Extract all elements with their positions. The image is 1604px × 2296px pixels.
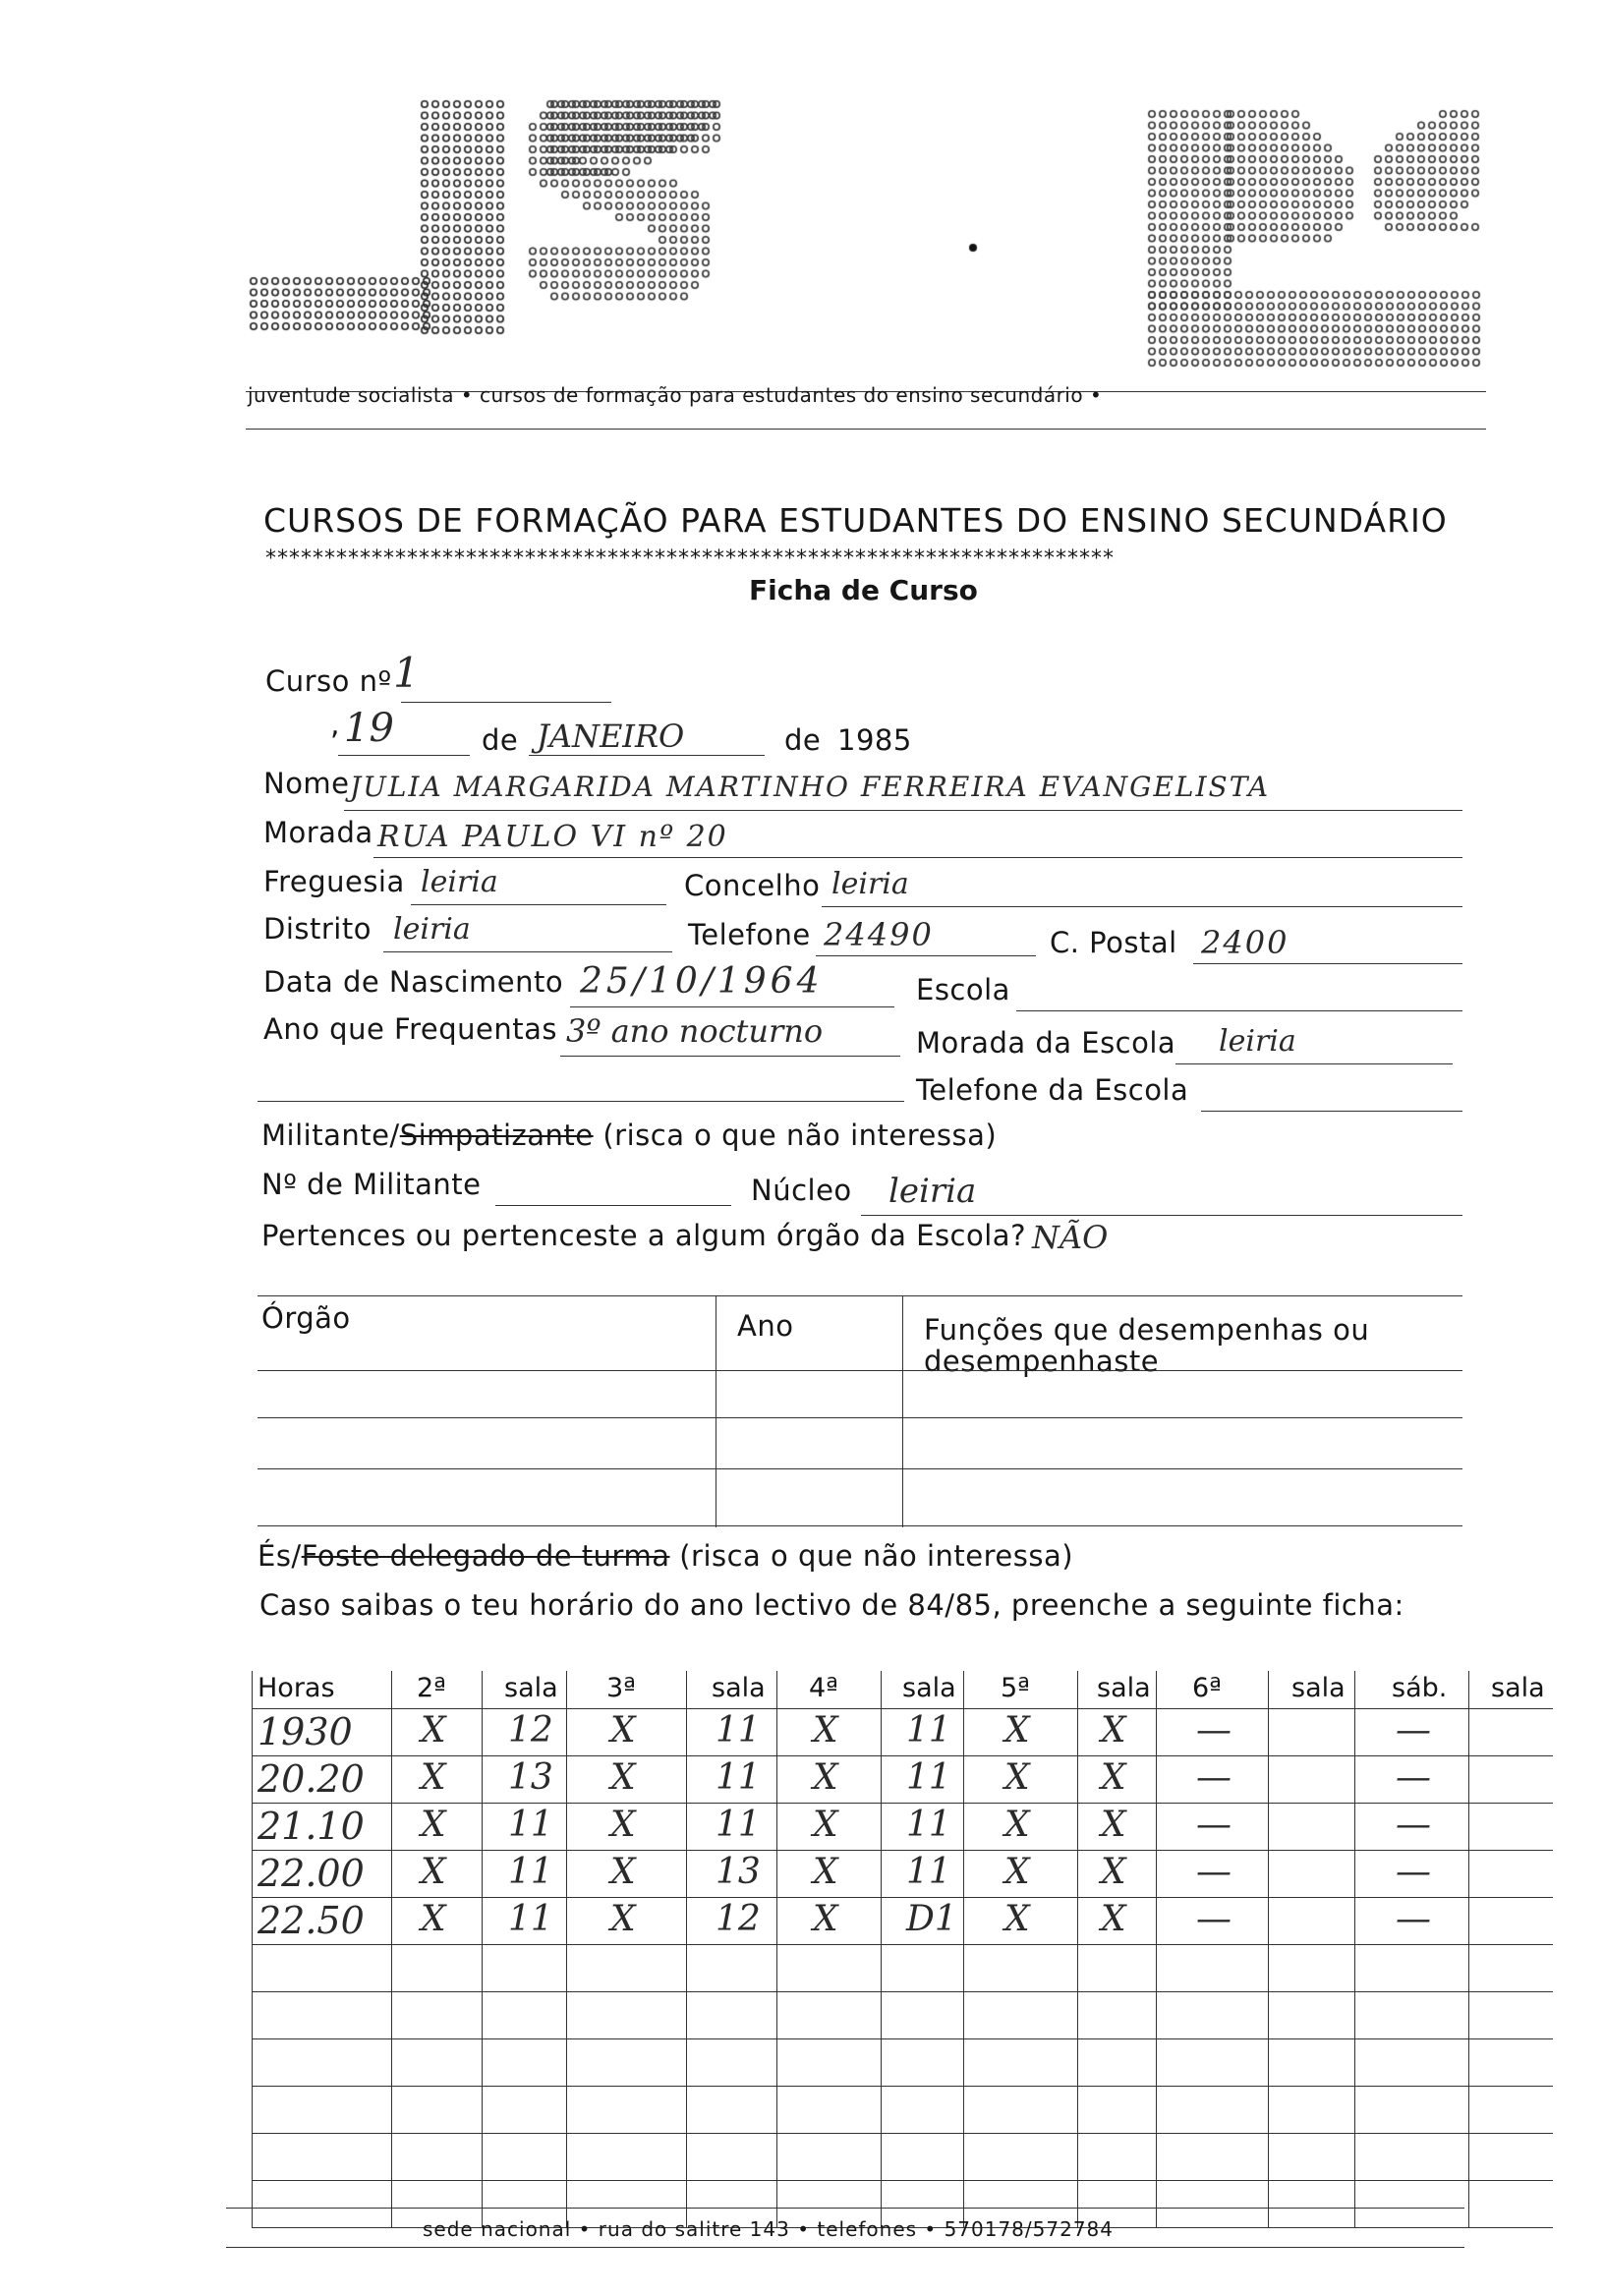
date-year: 1985 [837,723,912,757]
militante-row [261,1119,997,1152]
orgao-col-divider-2 [902,1295,903,1527]
schedule-cell: X [1004,1710,1030,1751]
schedule-col-rule [1354,1671,1355,2227]
nucleo-label: Núcleo [751,1174,852,1207]
schedule-col-rule [776,1671,777,2227]
schedule-cell: X [813,1852,838,1892]
morada-escola-line [1175,1063,1453,1064]
schedule-cell: X [610,1805,636,1845]
morada-escola-label: Morada da Escola [916,1026,1176,1060]
schedule-cell: 11 [508,1805,553,1845]
schedule-cell: X [610,1899,636,1939]
orgao-row-line-4 [258,1525,1462,1526]
pertences-value: NÃO [1032,1219,1109,1256]
logo-bottom-rule [246,429,1486,430]
schedule-col-rule [1268,1671,1269,2227]
schedule-cell: X [610,1852,636,1892]
distrito-value: leiria [393,912,471,947]
concelho-line [822,906,1462,907]
schedule-cell: X [1101,1852,1126,1892]
risca-note-2: (risca o que não interessa) [679,1539,1074,1573]
schedule-cell: — [1396,1805,1431,1845]
freguesia-line [411,904,666,905]
schedule-cell: 11 [906,1805,951,1845]
schedule-cell: X [421,1899,446,1939]
schedule-cell: X [421,1710,446,1751]
funcoes-header-2: desempenhaste [924,1345,1160,1378]
schedule-cell: X [1101,1710,1126,1751]
date-month: JANEIRO [537,718,685,755]
orgao-row-line-1 [258,1370,1462,1371]
schedule-col-rule [881,1671,882,2227]
schedule-row-rule [252,1944,1553,1945]
schedule-row-rule [252,2133,1553,2134]
schedule-cell: 11 [508,1899,553,1939]
telefone-line [816,955,1036,956]
subtitle: Ficha de Curso [749,574,978,606]
orgao-header: Órgão [261,1301,351,1335]
schedule-cell: 12 [716,1899,761,1939]
schedule-cell: — [1396,1899,1431,1939]
schedule-row-rule [252,1803,1553,1804]
schedule-cell: — [1196,1757,1232,1798]
morada-line [373,857,1462,858]
schedule-col-rule [566,1671,567,2227]
schedule-header-rule [252,1708,1553,1709]
date-comma: , [330,708,340,742]
ano-line [560,1056,900,1057]
schedule-cell: X [421,1757,446,1798]
schedule-cell: 11 [906,1710,951,1751]
schedule-col-rule [963,1671,964,2227]
curso-line [401,702,611,703]
schedule-header-0: Horas [258,1673,335,1703]
schedule-cell: 11 [508,1852,553,1892]
schedule-cell: — [1396,1757,1431,1798]
funcoes-header-1: Funções que desempenhas ou [924,1313,1370,1347]
schedule-cell: X [1101,1899,1126,1939]
nascimento-label: Data de Nascimento [263,965,564,999]
date-de1: de [482,723,519,757]
risca-note-1: (risca o que não interessa) [602,1119,998,1152]
schedule-cell: 21.10 [258,1805,365,1848]
schedule-cell: 11 [716,1710,761,1751]
schedule-cell: X [1101,1757,1126,1798]
schedule-header-6: sala [902,1673,956,1703]
schedule-cell: X [813,1899,838,1939]
schedule-row-rule [252,1850,1553,1851]
star-rule: ************************************************************************ [265,546,1115,571]
morada-value: RUA PAULO VI nº 20 [377,820,728,854]
distrito-line [383,951,672,952]
orgao-table-top [258,1295,1462,1296]
telefone-escola-label: Telefone da Escola [916,1073,1189,1107]
schedule-cell: 12 [508,1710,553,1751]
date-month-line [529,755,765,756]
schedule-col-rule [1156,1671,1157,2227]
schedule-row-rule [252,2038,1553,2039]
schedule-cell: 11 [716,1757,761,1798]
schedule-col-rule [252,1671,253,2227]
schedule-cell: X [813,1710,838,1751]
js-logo [0,0,1604,393]
schedule-header-3: 3ª [606,1673,636,1703]
date-de2: de [784,723,822,757]
orgao-row-line-3 [258,1468,1462,1469]
schedule-cell: X [610,1757,636,1798]
concelho-label: Concelho [684,869,821,902]
escola-label: Escola [916,973,1010,1006]
morada-label: Morada [263,816,373,849]
postal-value: 2400 [1201,924,1289,961]
nascimento-line [570,1006,894,1007]
schedule-header-1: 2ª [417,1673,446,1703]
caso-text: Caso saibas o teu horário do ano lectivo de 84/85, preenche a seguinte ficha: [259,1588,1404,1622]
telefone-label: Telefone [688,918,811,951]
schedule-header-4: sala [712,1673,766,1703]
schedule-cell: 1930 [258,1710,353,1753]
schedule-cell: X [1004,1852,1030,1892]
orgao-row-line-2 [258,1417,1462,1418]
schedule-cell: X [610,1710,636,1751]
nascimento-value: 25/10/1964 [580,961,824,1002]
schedule-row-rule [252,2180,1553,2181]
schedule-row-rule [252,1755,1553,1756]
page-title: CURSOS DE FORMAÇÃO PARA ESTUDANTES DO ENSINO SECUNDÁRIO [263,501,1448,540]
schedule-row-rule [252,2086,1553,2087]
schedule-cell: X [813,1805,838,1845]
schedule-cell: 13 [508,1757,553,1798]
militante-label: Militante/ [261,1119,400,1152]
morada-escola-value: leiria [1219,1024,1296,1059]
schedule-cell: X [1101,1805,1126,1845]
schedule-cell: — [1396,1852,1431,1892]
schedule-cell: — [1196,1852,1232,1892]
schedule-header-12: sala [1491,1673,1545,1703]
schedule-cell: X [1004,1805,1030,1845]
postal-line [1193,963,1462,964]
freguesia-label: Freguesia [263,865,405,898]
schedule-cell: X [1004,1757,1030,1798]
footer-bottom-rule [226,2247,1464,2248]
schedule-row-rule [252,1897,1553,1898]
pertences-label: Pertences ou pertenceste a algum órgão da Escola? [261,1219,1026,1252]
nucleo-value: leiria [888,1172,977,1211]
nome-line [344,810,1462,811]
postal-label: C. Postal [1050,926,1177,959]
schedule-col-rule [1077,1671,1078,2227]
schedule-cell: X [421,1852,446,1892]
freguesia-value: leiria [421,865,498,899]
schedule-cell: X [1004,1899,1030,1939]
schedule-header-9: 6ª [1192,1673,1222,1703]
schedule-cell: — [1196,1899,1232,1939]
n-militante-line [495,1205,731,1206]
nucleo-line [861,1215,1462,1216]
telefone-value: 24490 [824,916,934,953]
schedule-col-rule [1468,1671,1469,2227]
foste-struck: Foste delegado de turma [301,1539,670,1573]
es-label: És/ [258,1539,302,1573]
schedule-cell: — [1396,1710,1431,1751]
schedule-cell: — [1196,1710,1232,1751]
schedule-row-rule [252,1991,1553,1992]
nome-value: JULIA MARGARIDA MARTINHO FERREIRA EVANGELISTA [350,771,1271,803]
blank-line [258,1101,904,1102]
schedule-header-10: sala [1291,1673,1346,1703]
ano-header: Ano [737,1309,794,1343]
concelho-value: leiria [831,867,909,901]
schedule-col-rule [482,1671,483,2227]
date-day: 19 [344,706,394,751]
schedule-cell: X [421,1805,446,1845]
footer-top-rule [226,2208,1464,2209]
schedule-cell: 20.20 [258,1757,365,1801]
ano-label: Ano que Frequentas [263,1012,557,1046]
schedule-cell: — [1196,1805,1232,1845]
schedule-cell: D1 [906,1899,957,1939]
schedule-header-2: sala [504,1673,558,1703]
distrito-label: Distrito [263,912,372,946]
schedule-cell: 11 [906,1852,951,1892]
nome-label: Nome [263,767,350,800]
curso-label: Curso nº [265,664,392,698]
schedule-header-5: 4ª [809,1673,838,1703]
n-militante-label: Nº de Militante [261,1168,482,1201]
schedule-header-7: 5ª [1001,1673,1030,1703]
schedule-header-8: sala [1097,1673,1151,1703]
footer-text: sede nacional • rua do salitre 143 • telefones • 570178/572784 [423,2217,1114,2241]
tagline: juventude socialista • cursos de formação para estudantes do ensino secundário • [248,383,1103,407]
ano-value: 3º ano nocturno [566,1012,824,1050]
schedule-col-rule [686,1671,687,2227]
telefone-escola-line [1201,1111,1462,1112]
curso-value: 1 [393,649,420,697]
schedule-cell: 13 [716,1852,761,1892]
schedule-col-rule [391,1671,392,2227]
schedule-cell: 22.50 [258,1899,365,1942]
schedule-cell: X [813,1757,838,1798]
delegado-row [258,1539,1073,1573]
schedule-cell: 11 [716,1805,761,1845]
schedule-header-11: sáb. [1392,1673,1448,1703]
schedule-cell: 22.00 [258,1852,365,1895]
schedule-cell: 11 [906,1757,951,1798]
date-day-line [338,755,470,756]
simpatizante-struck: Simpatizante [399,1119,594,1152]
escola-line [1016,1010,1462,1011]
